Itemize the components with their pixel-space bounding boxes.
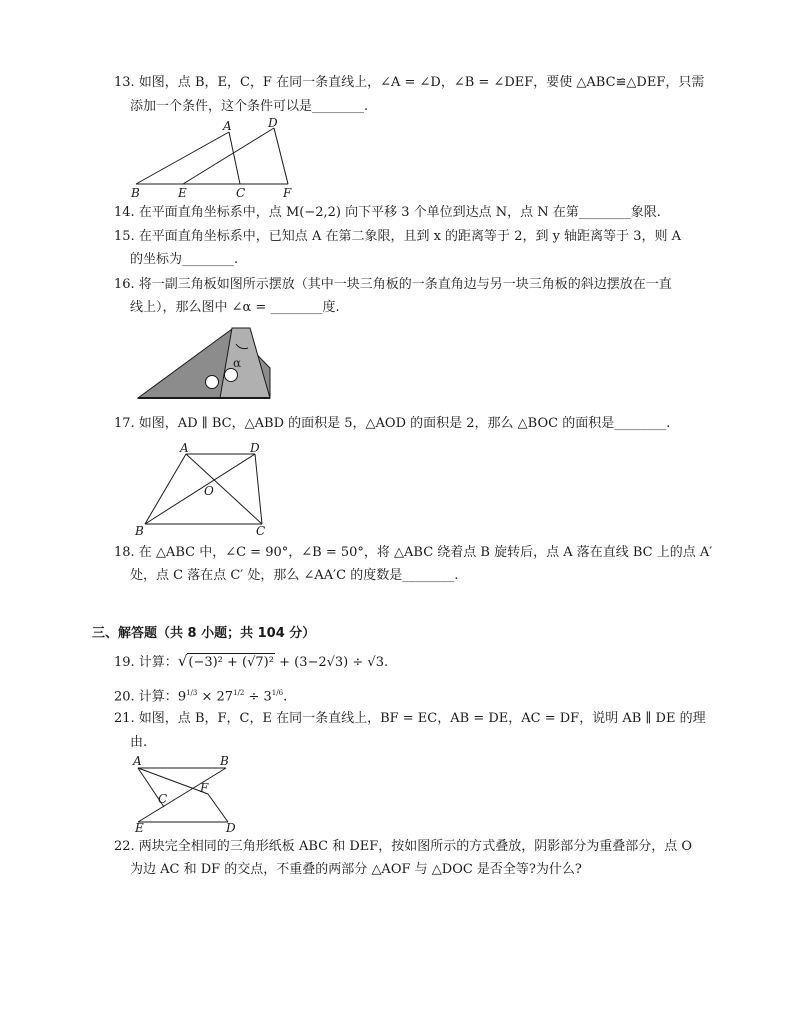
q17-diagonal-ac <box>186 454 262 524</box>
q21-label-b: B <box>220 754 229 768</box>
q20-base-2: 27 <box>216 689 234 705</box>
q21-label-a: A <box>133 754 142 768</box>
q16-line-2: 线上），那么图中 ∠α = ________度. <box>130 300 340 315</box>
q17-label-d: D <box>250 441 260 455</box>
q17-label-b: B <box>135 524 144 538</box>
q20-base-3: 3 <box>263 689 272 705</box>
q17-label-a: A <box>180 441 189 455</box>
q17-label-o: O <box>204 484 214 498</box>
q21-label-f: F <box>200 781 209 795</box>
q13-label-f: F <box>283 186 292 200</box>
q13-segment-df <box>274 128 288 184</box>
section-3-heading: 三、解答题（共 8 小题；共 104 分） <box>92 626 316 641</box>
q21-segment-af <box>138 768 208 794</box>
q19-radicand: (−3)² + (√7)² <box>188 655 274 670</box>
q21-label-e: E <box>135 821 144 835</box>
q16-label-alpha: α <box>233 356 242 370</box>
q20-exp-1: 1/3 <box>186 689 198 697</box>
q21-figure <box>130 752 248 836</box>
q20-div: ÷ <box>244 689 264 705</box>
q21-label-c: C <box>158 792 168 806</box>
q19-line <box>114 652 388 672</box>
q13-label-c: C <box>236 186 246 200</box>
q21-segment-be <box>138 768 226 822</box>
q17-label-c: C <box>256 524 266 538</box>
q13-segment-ed <box>183 128 274 184</box>
q18-line-2: 处，点 C 落在点 C′ 处，那么 ∠AA′C 的度数是________. <box>130 568 459 583</box>
q13-label-b: B <box>131 186 140 200</box>
q21-label-d: D <box>226 821 236 835</box>
q17-line-1: 17. 如图，AD ∥ BC，△ABD 的面积是 5，△AOD 的面积是 2，那么 △BOC 的面积是________. <box>114 416 671 431</box>
q21-segment-fd <box>208 794 228 822</box>
q17-segment-dc <box>255 454 262 524</box>
q13-figure <box>128 116 300 200</box>
q19-rest: + (3−2√3) ÷ √3. <box>274 655 389 670</box>
q17-diagonal-bd <box>145 454 255 524</box>
q18-line-1: 18. 在 △ABC 中，∠C = 90°，∠B = 50°，将 △ABC 绕着点 B 旋转后，点 A 落在直线 BC 上的点 A′ <box>114 545 713 560</box>
q15-line-1: 15. 在平面直角坐标系中，已知点 A 在第二象限，且到 x 的距离等于 2，到 y 轴距离等于 3，则 A <box>114 229 681 244</box>
q17-segment-ab <box>145 454 186 524</box>
q13-label-d: D <box>268 116 278 130</box>
q20-exp-3: 1/6 <box>271 689 284 697</box>
q20-line <box>114 684 287 706</box>
q20-times: × <box>197 689 217 705</box>
q20-exp-2: 1/2 <box>233 689 245 697</box>
q20-end: . <box>283 689 288 705</box>
q17-figure <box>132 438 274 538</box>
q22-line-2: 为边 AC 和 DF 的交点，不重叠的两部分 △AOF 与 △DOC 是否全等?为什么? <box>130 862 582 877</box>
q16-hole-left <box>206 376 219 389</box>
q13-label-a: A <box>223 119 232 133</box>
q15-line-2: 的坐标为________. <box>130 252 239 267</box>
q20-prefix: 20. 计算： <box>114 689 178 705</box>
q16-hole-right <box>225 369 238 382</box>
q13-line-2: 添加一个条件，这个条件可以是________. <box>130 99 369 114</box>
q13-segment-ba <box>136 132 229 184</box>
q14-line-1: 14. 在平面直角坐标系中，点 M(−2,2) 向下平移 3 个单位到达点 N，点 N 在第________象限. <box>114 205 661 220</box>
q16-line-1: 16. 将一副三角板如图所示摆放（其中一块三角板的一条直角边与另一块三角板的斜边摆放在一直 <box>114 277 672 292</box>
q21-line-2: 由. <box>130 735 148 750</box>
q13-label-e: E <box>178 186 187 200</box>
q19-prefix: 19. 计算： <box>114 655 178 670</box>
q19-radical-sign: √ <box>177 652 188 670</box>
q13-segment-ac <box>229 132 240 184</box>
q22-line-1: 22. 两块完全相同的三角形纸板 ABC 和 DEF，按如图所示的方式叠放，阴影部分为重叠部分，点 O <box>114 839 693 854</box>
q16-figure <box>136 324 276 402</box>
q21-line-1: 21. 如图，点 B，F，C，E 在同一条直线上，BF = EC，AB = DE，AC = DF，说明 AB ∥ DE 的理 <box>114 711 706 726</box>
q20-base-1: 9 <box>177 689 187 705</box>
q13-line-1: 13. 如图，点 B，E，C，F 在同一条直线上，∠A = ∠D，∠B = ∠DEF，要使 △ABC≌△DEF，只需 <box>114 75 705 90</box>
